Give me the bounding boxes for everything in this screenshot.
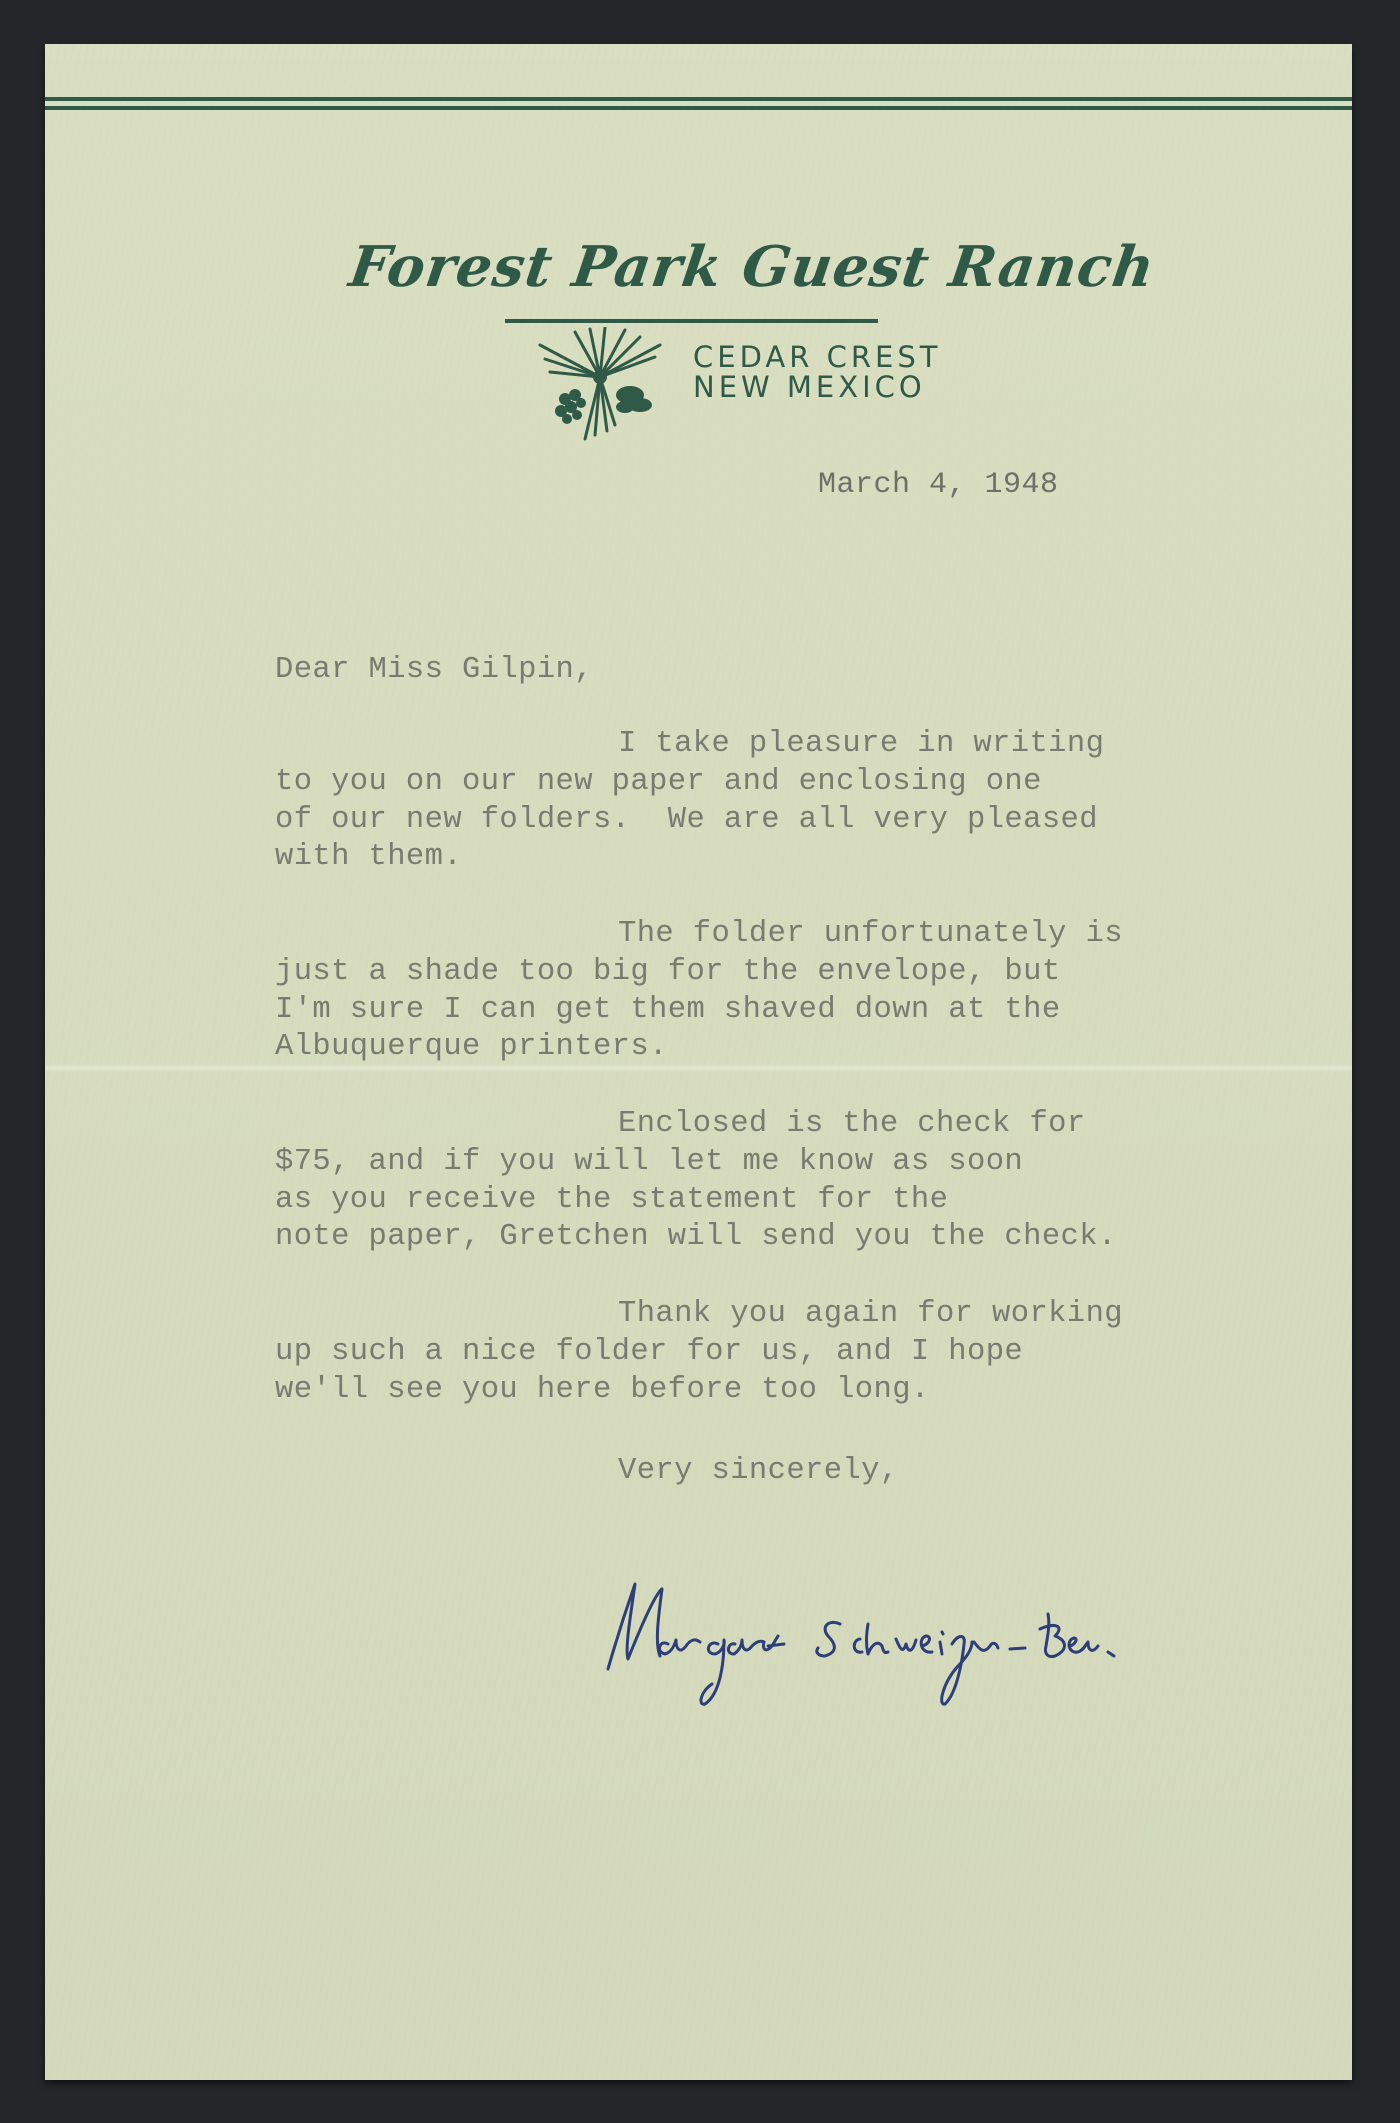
- paragraph-line: we'll see you here before too long.: [275, 1373, 930, 1407]
- pine-bough-emblem-icon: [535, 327, 665, 442]
- paragraph-line: Thank you again for working: [618, 1297, 1123, 1331]
- closing: Very sincerely,: [618, 1454, 899, 1488]
- paper-fold-crease: [45, 1064, 1352, 1072]
- paragraph-line: The folder unfortunately is: [618, 917, 1123, 951]
- paragraph-line: Enclosed is the check for: [618, 1107, 1086, 1141]
- salutation: Dear Miss Gilpin,: [275, 653, 593, 687]
- paragraph-line: to you on our new paper and enclosing one: [275, 765, 1042, 799]
- letterhead-title: Forest Park Guest Ranch: [345, 234, 1160, 300]
- letterhead-rule-bottom: [45, 106, 1352, 110]
- paragraph-line: as you receive the statement for the: [275, 1183, 949, 1217]
- paragraph-line: I'm sure I can get them shaved down at the: [275, 993, 1061, 1027]
- paragraph-line: note paper, Gretchen will send you the check.: [275, 1220, 1117, 1254]
- letter-paper: [45, 44, 1352, 2080]
- letter-date: March 4, 1948: [818, 468, 1059, 502]
- paragraph-line: $75, and if you will let me know as soon: [275, 1145, 1024, 1179]
- handwritten-signature: [600, 1574, 1300, 1724]
- paragraph-line: up such a nice folder for us, and I hope: [275, 1335, 1024, 1369]
- letterhead-rule-top: [45, 97, 1352, 101]
- location-line-1: CEDAR CREST: [693, 340, 942, 374]
- paragraph-line: I take pleasure in writing: [618, 727, 1105, 761]
- letterhead-location: [693, 342, 941, 402]
- paragraph-line: Albuquerque printers.: [275, 1030, 668, 1064]
- paragraph-line: of our new folders. We are all very pleased: [275, 803, 1098, 837]
- paragraph-line: with them.: [275, 840, 463, 874]
- location-line-2: NEW MEXICO: [693, 370, 926, 404]
- letterhead-title-underline: [505, 319, 878, 323]
- paragraph-line: just a shade too big for the envelope, but: [275, 955, 1061, 989]
